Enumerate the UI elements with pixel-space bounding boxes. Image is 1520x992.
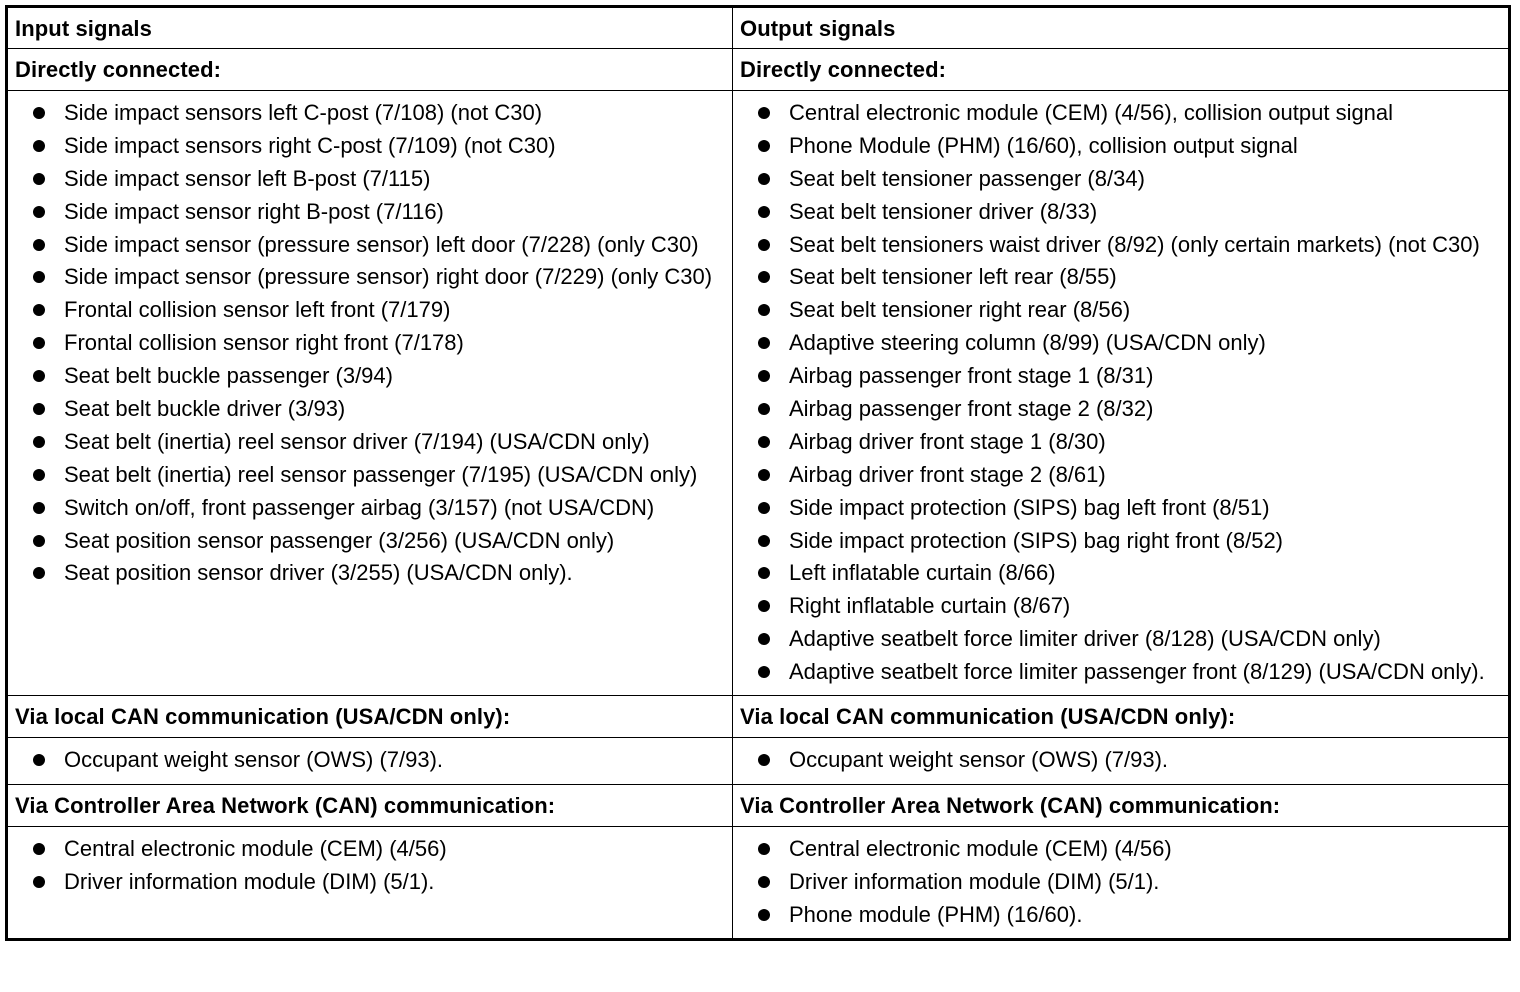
list-item: Seat belt tensioners waist driver (8/92) (only certain markets) (not C30): [733, 230, 1508, 260]
output-items-list: [733, 91, 1508, 695]
list-item: Adaptive seatbelt force limiter driver (8/128) (USA/CDN only): [733, 624, 1508, 654]
list-item: Airbag driver front stage 2 (8/61): [733, 460, 1508, 490]
list-item: Phone module (PHM) (16/60).: [733, 900, 1508, 930]
output-items-cell: [733, 738, 1510, 785]
input-items-cell: [7, 826, 733, 939]
list-item: Seat position sensor driver (3/255) (USA/CDN only).: [8, 558, 732, 588]
input-signals-header: Input signals: [7, 7, 733, 49]
list-item: Seat belt tensioner passenger (8/34): [733, 164, 1508, 194]
list-item: Central electronic module (CEM) (4/56): [733, 834, 1508, 864]
list-item: Side impact sensor left B-post (7/115): [8, 164, 732, 194]
list-item: Side impact protection (SIPS) bag right front (8/52): [733, 526, 1508, 556]
list-item: Seat belt tensioner driver (8/33): [733, 197, 1508, 227]
input-items-list: [8, 738, 732, 784]
output-items-cell: [733, 91, 1510, 696]
list-item: Driver information module (DIM) (5/1).: [8, 867, 732, 897]
list-item: Adaptive steering column (8/99) (USA/CDN only): [733, 328, 1508, 358]
list-item: Side impact sensors left C-post (7/108) (not C30): [8, 98, 732, 128]
list-item: Side impact sensor (pressure sensor) left door (7/228) (only C30): [8, 230, 732, 260]
list-item: Airbag passenger front stage 2 (8/32): [733, 394, 1508, 424]
list-item: Frontal collision sensor right front (7/178): [8, 328, 732, 358]
list-item: Seat belt tensioner left rear (8/55): [733, 262, 1508, 292]
list-item: Occupant weight sensor (OWS) (7/93).: [8, 745, 732, 775]
list-item: Seat belt tensioner right rear (8/56): [733, 295, 1508, 325]
list-item: Seat belt buckle driver (3/93): [8, 394, 732, 424]
list-item: Right inflatable curtain (8/67): [733, 591, 1508, 621]
input-section-heading: Via Controller Area Network (CAN) communication:: [7, 784, 733, 826]
list-item: Seat belt (inertia) reel sensor driver (7/194) (USA/CDN only): [8, 427, 732, 457]
signals-table: [5, 5, 1511, 941]
output-section-heading: Directly connected:: [733, 49, 1510, 91]
list-item: Phone Module (PHM) (16/60), collision output signal: [733, 131, 1508, 161]
list-item: Switch on/off, front passenger airbag (3/157) (not USA/CDN): [8, 493, 732, 523]
list-item: Side impact sensors right C-post (7/109) (not C30): [8, 131, 732, 161]
list-item: Seat position sensor passenger (3/256) (USA/CDN only): [8, 526, 732, 556]
list-item: Adaptive seatbelt force limiter passenger front (8/129) (USA/CDN only).: [733, 657, 1508, 687]
list-item: Central electronic module (CEM) (4/56), collision output signal: [733, 98, 1508, 128]
output-section-heading: Via Controller Area Network (CAN) communication:: [733, 784, 1510, 826]
list-item: Seat belt (inertia) reel sensor passenger (7/195) (USA/CDN only): [8, 460, 732, 490]
output-items-list: [733, 738, 1508, 784]
output-section-heading: Via local CAN communication (USA/CDN only):: [733, 696, 1510, 738]
input-section-heading: Via local CAN communication (USA/CDN only):: [7, 696, 733, 738]
input-items-list: [8, 827, 732, 905]
list-item: Side impact sensor right B-post (7/116): [8, 197, 732, 227]
output-items-list: [733, 827, 1508, 938]
list-item: Airbag passenger front stage 1 (8/31): [733, 361, 1508, 391]
section-items-row: [7, 826, 1510, 939]
list-item: Seat belt buckle passenger (3/94): [8, 361, 732, 391]
list-item: Driver information module (DIM) (5/1).: [733, 867, 1508, 897]
input-items-cell: [7, 91, 733, 696]
list-item: Central electronic module (CEM) (4/56): [8, 834, 732, 864]
list-item: Airbag driver front stage 1 (8/30): [733, 427, 1508, 457]
section-items-row: [7, 738, 1510, 785]
list-item: Side impact sensor (pressure sensor) right door (7/229) (only C30): [8, 262, 732, 292]
list-item: Side impact protection (SIPS) bag left front (8/51): [733, 493, 1508, 523]
input-section-heading: Directly connected:: [7, 49, 733, 91]
list-item: Occupant weight sensor (OWS) (7/93).: [733, 745, 1508, 775]
section-items-row: [7, 91, 1510, 696]
list-item: Left inflatable curtain (8/66): [733, 558, 1508, 588]
output-items-cell: [733, 826, 1510, 939]
table-header-row: [7, 7, 1510, 49]
section-heading-row: [7, 696, 1510, 738]
list-item: Frontal collision sensor left front (7/179): [8, 295, 732, 325]
input-items-list: [8, 91, 732, 596]
input-items-cell: [7, 738, 733, 785]
section-heading-row: [7, 784, 1510, 826]
section-heading-row: [7, 49, 1510, 91]
output-signals-header: Output signals: [733, 7, 1510, 49]
